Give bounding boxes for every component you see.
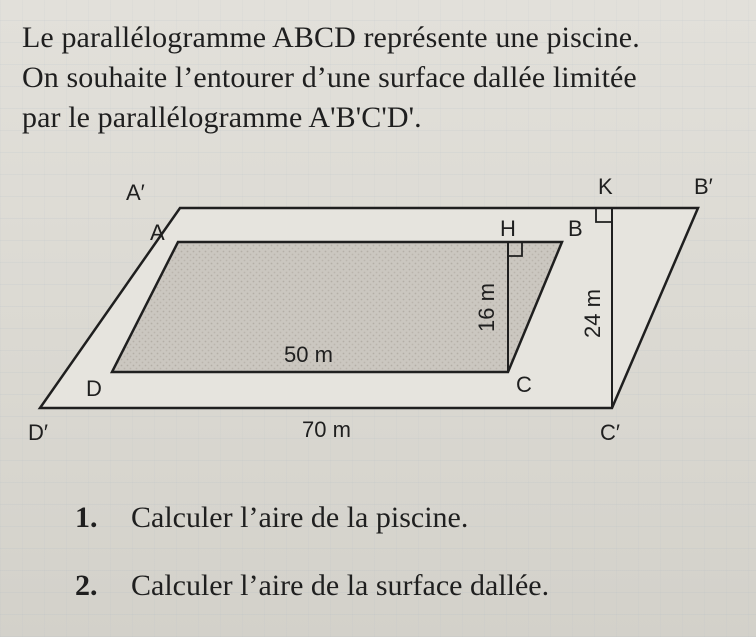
label-D-prime: D′: [28, 420, 49, 445]
label-H: H: [500, 216, 516, 241]
measure-outer-height: 24 m: [580, 289, 605, 338]
parallelogram-diagram: [0, 160, 756, 460]
problem-statement: [22, 18, 747, 138]
question-text: Calculer l’aire de la surface dallée.: [131, 569, 550, 602]
statement-line-3: par le parallélogramme A'B'C'D'.: [22, 101, 422, 134]
statement-line-2: On souhaite l’entourer d’une surface dallée limitée: [22, 61, 637, 94]
measure-inner-base: 50 m: [284, 342, 333, 367]
label-B: B: [568, 216, 583, 241]
question-item: [75, 568, 735, 604]
statement-line-1: Le parallélogramme ABCD représente une piscine.: [22, 21, 640, 54]
question-number: 2.: [75, 569, 98, 602]
measure-inner-height: 16 m: [474, 283, 499, 332]
label-A-prime: A′: [126, 180, 145, 205]
label-D: D: [86, 376, 102, 401]
geometry-figure: [0, 160, 756, 460]
question-text: Calculer l’aire de la piscine.: [131, 501, 469, 534]
question-list: [75, 500, 735, 604]
label-B-prime: B′: [694, 174, 713, 199]
label-A: A: [150, 220, 165, 245]
label-C: C: [516, 372, 532, 397]
question-item: [75, 500, 735, 536]
label-C-prime: C′: [600, 420, 621, 445]
question-number: 1.: [75, 501, 98, 534]
measure-outer-base: 70 m: [302, 417, 351, 442]
label-K: K: [598, 174, 613, 199]
